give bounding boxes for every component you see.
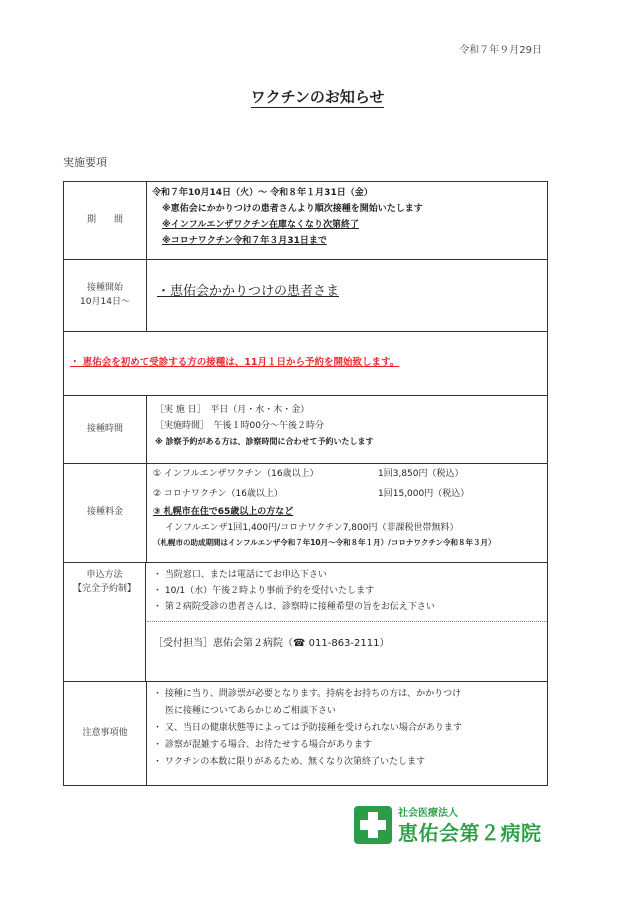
apply-line-2: ・ 10/1（水）午後２時より事前予約を受付いたします: [153, 586, 375, 596]
caution-content: [147, 682, 547, 785]
apply-label-2: 【完全予約制】: [72, 583, 136, 594]
apply-content: [147, 563, 547, 681]
caution-line-1: ・ 接種に当り、問診票が必要となります。持病をお持ちの方は、かかりつけ: [153, 689, 462, 699]
row-notice: [64, 332, 547, 396]
cross-icon: [354, 806, 392, 844]
period-content: [147, 182, 547, 259]
time-label: ［実施時間］: [155, 421, 205, 431]
start-target: ・恵佑会かかりつけの患者さま: [157, 284, 340, 299]
document-date: 令和７年９月29日: [459, 45, 542, 56]
start-content: [147, 260, 547, 331]
row-caution: [64, 682, 547, 785]
hours-time: [155, 418, 547, 434]
caution-line-3: ・ 診察が混雑する場合、お待たせする場合があります: [153, 740, 372, 750]
caution-label: 注意事項他: [64, 682, 147, 785]
start-label-1: 接種開始: [86, 283, 123, 293]
section-heading: 実施要項: [63, 156, 107, 169]
apply-line-3: ・ 第２病院受診の患者さんは、診察時に接種希望の旨をお伝え下さい: [153, 602, 435, 612]
info-table: [63, 181, 548, 786]
start-label-2: 10月14日～: [80, 296, 130, 307]
time-value: 午後１時00分～午後２時分: [213, 421, 324, 431]
fee-item-2-price: 1回15,000円（税込）: [378, 489, 470, 499]
row-hours: [64, 396, 547, 464]
logo-name: 恵佑会第２病院: [398, 821, 542, 845]
row-fee: [64, 464, 547, 563]
period-label: 期 間: [64, 182, 147, 259]
hours-label: 接種時間: [64, 396, 147, 463]
fee-content: [147, 464, 547, 562]
period-note-3: ※コロナワクチン令和７年３月31日まで: [162, 236, 327, 246]
caution-line-1b: 医に接種についてあらかじめご相談下さい: [165, 706, 336, 716]
period-note-1: ※恵佑会にかかりつけの患者さんより順次接種を開始いたします: [162, 204, 423, 214]
notice-text: [70, 354, 399, 368]
page-title: [0, 86, 635, 107]
notice-line: ・ 恵佑会を初めて受診する方の接種は、11月１日から予約を開始致します。: [70, 357, 400, 368]
hospital-logo: [354, 802, 564, 846]
logo-subtitle: 社会医療法人: [398, 808, 458, 819]
period-dates: 令和７年10月14日（火）～ 令和８年１月31日（金）: [152, 188, 373, 198]
days-value: 平日（月・水・木・金）: [210, 405, 310, 415]
row-period: [64, 182, 547, 260]
caution-line-4: ・ ワクチンの本数に限りがあるため、無くなり次第終了いたします: [153, 757, 426, 767]
row-start: [64, 260, 547, 332]
start-label: [64, 260, 147, 331]
days-label: ［実 施 日］: [155, 405, 202, 415]
title-text: ワクチンのお知らせ: [250, 88, 385, 106]
row-apply: [64, 563, 547, 682]
fee-item-3-detail: インフルエンザ1回1,400円/コロナワクチン7,800円（非課税世帯無料）: [165, 523, 459, 533]
fee-item-1: [153, 466, 547, 482]
hours-content: [147, 396, 547, 463]
fee-item-3-note: （札幌市の助成期間はインフルエンザ令和７年10月～令和８年１月）/コロナワクチン令和８年３月）: [153, 538, 496, 547]
fee-item-1-name: ① インフルエンザワクチン（16歳以上）: [153, 469, 319, 479]
hours-days: [155, 402, 547, 418]
apply-divider: [147, 621, 547, 622]
apply-label-1: 申込方法: [86, 570, 123, 580]
apply-line-1: ・ 当院窓口、または電話にてお申込下さい: [153, 570, 327, 580]
fee-item-2-name: ② コロナワクチン（16歳以上）: [153, 489, 283, 499]
apply-label: [64, 563, 146, 681]
fee-item-1-price: 1回3,850円（税込）: [378, 469, 464, 479]
period-note-2: ※インフルエンザワクチン在庫なくなり次第終了: [162, 220, 359, 230]
caution-line-2: ・ 又、当日の健康状態等によっては予防接種を受けられない場合があります: [153, 723, 462, 733]
hours-note: ※ 診察予約がある方は、診察時間に合わせて予約いたします: [155, 437, 374, 446]
fee-item-3: ③ 札幌市在住で65歳以上の方など: [153, 507, 294, 517]
fee-item-2: [153, 486, 547, 502]
apply-contact: ［受付担当］恵佑会第２病院（☎ 011-863-2111）: [153, 638, 390, 649]
fee-label: 接種料金: [64, 464, 147, 562]
